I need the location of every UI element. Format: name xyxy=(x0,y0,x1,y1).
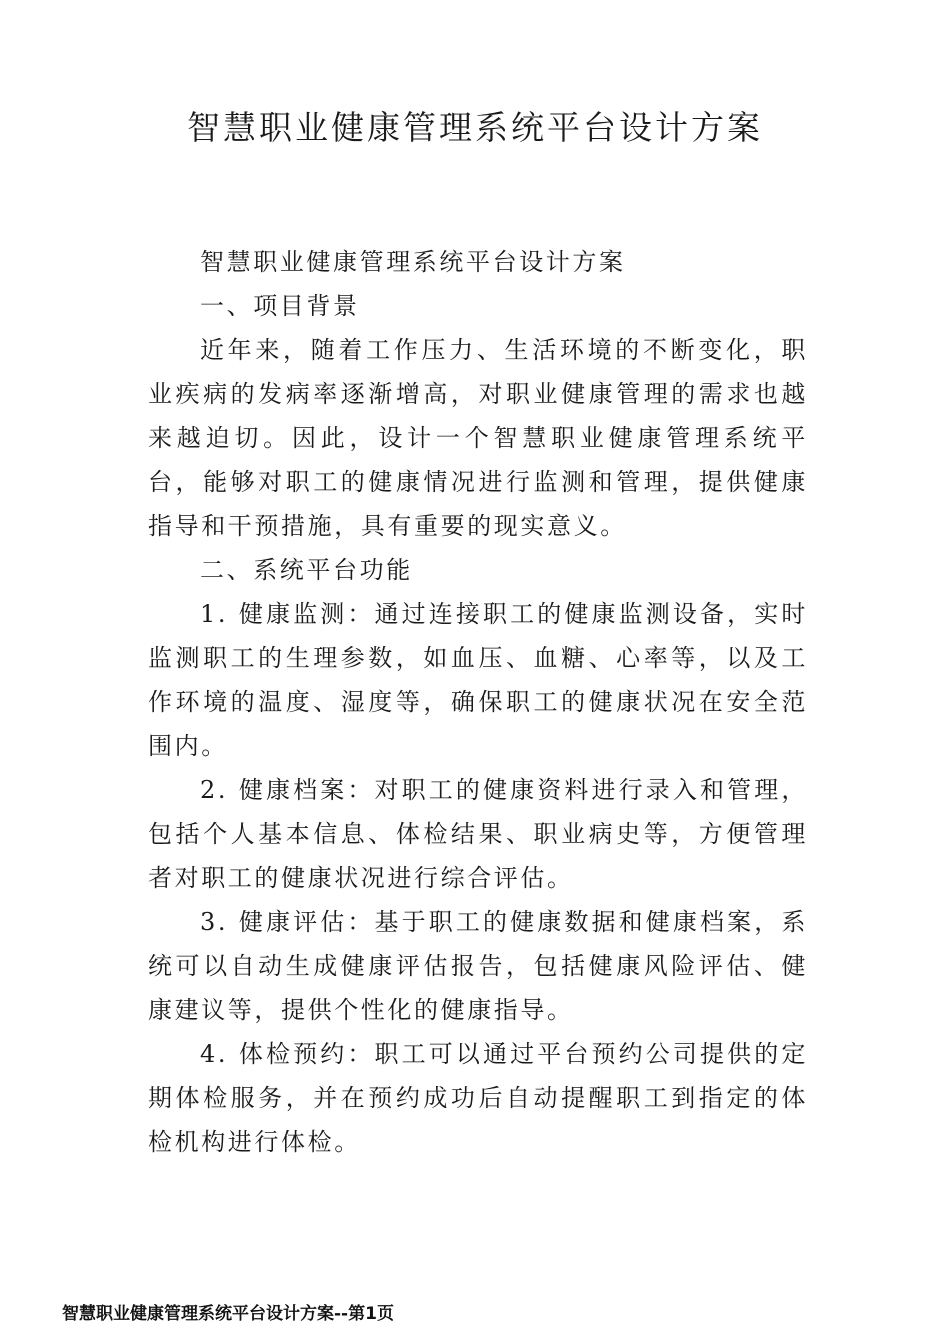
section-heading-background: 一、项目背景 xyxy=(200,292,360,320)
paragraph-health-assessment: 3. 健康评估：基于职工的健康数据和健康档案，系统可以自动生成健康评估报告，包括健康风险评估、健康建议等，提供个性化的健康指导。 xyxy=(148,908,808,1024)
paragraph-checkup-booking: 4. 体检预约：职工可以通过平台预约公司提供的定期体检服务，并在预约成功后自动提醒职工到指定的体检机构进行体检。 xyxy=(148,1040,808,1156)
section-heading-functions: 二、系统平台功能 xyxy=(200,556,413,584)
paragraph-health-monitoring: 1. 健康监测：通过连接职工的健康监测设备，实时监测职工的生理参数，如血压、血糖、心率等，以及工作环境的温度、湿度等，确保职工的健康状况在安全范围内。 xyxy=(148,600,808,760)
paragraph-subtitle: 智慧职业健康管理系统平台设计方案 xyxy=(200,248,626,276)
document-title: 智慧职业健康管理系统平台设计方案 xyxy=(187,108,763,147)
page-footer: 智慧职业健康管理系统平台设计方案--第1页 xyxy=(62,1304,394,1324)
paragraph-background: 近年来，随着工作压力、生活环境的不断变化，职业疾病的发病率逐渐增高，对职业健康管理的需求也越来越迫切。因此，设计一个智慧职业健康管理系统平台，能够对职工的健康情况进行监测和管理，提供健康指导和干预措施，具有重要的现实意义。 xyxy=(148,336,808,540)
document-body xyxy=(148,240,808,1164)
paragraph-health-records: 2. 健康档案：对职工的健康资料进行录入和管理，包括个人基本信息、体检结果、职业病史等，方便管理者对职工的健康状况进行综合评估。 xyxy=(148,776,808,892)
